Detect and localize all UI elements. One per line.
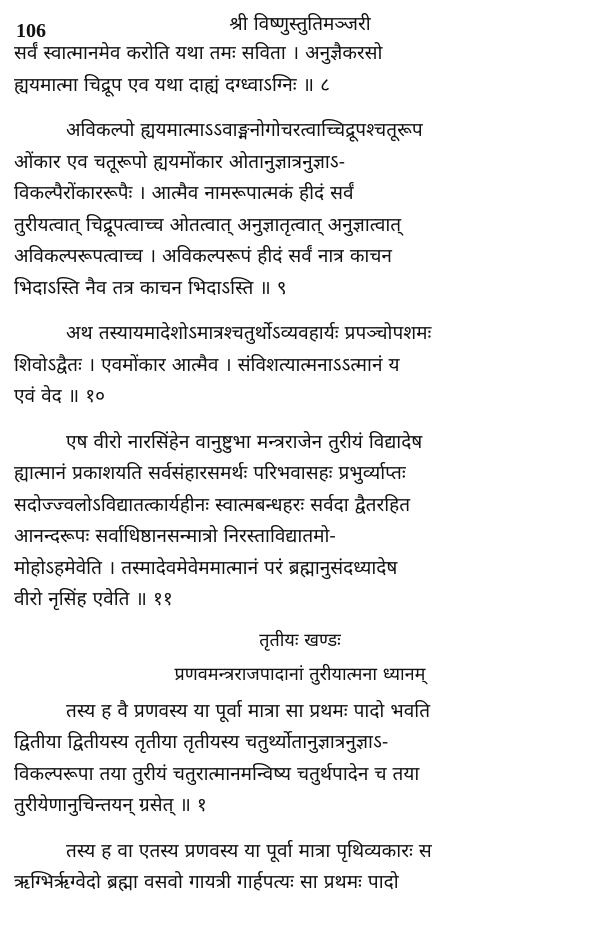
text-line: ह्ययमात्मा चिद्रूप एव यथा दाह्यं दग्ध्वाऽग्निः ॥ ८ xyxy=(14,73,330,96)
running-title: श्री विष्णुस्तुतिमञ्जरी xyxy=(229,13,371,35)
paragraph-9 xyxy=(14,115,586,304)
text-line: आनन्दरूपः सर्वाधिष्ठानसन्मात्रो निरस्ताविद्यातमो- xyxy=(14,525,336,547)
text-line: एष वीरो नारसिंहेन वानुष्टुभा मन्त्रराजेन तुरीयं विद्यादेष xyxy=(66,430,423,453)
text-line: एवं वेद ॥ १० xyxy=(14,385,105,407)
text-line: तुरीयेणानुचिन्तयन् ग्रसेत् ॥ १ xyxy=(14,794,207,816)
text-line: विकल्पैरोंकाररूपैः । आत्मैव नामरूपात्मकं हीदं सर्वं xyxy=(14,182,354,204)
text-line: सदोज्ज्वलोऽविद्यातत्कार्यहीनः स्वात्मबन्धहरः सर्वदा द्वैतरहित xyxy=(14,493,411,516)
text-line: मोहोऽहमेवेति । तस्मादेवमेवेममात्मानं परं ब्रह्मानुसंदध्यादेष xyxy=(14,556,398,579)
text-line: सर्वं स्वात्मानमेव करोति यथा तमः सविता । अनुज्ञैकरसो xyxy=(14,42,383,64)
text-line: शिवोऽद्वैतः । एवमोंकार आत्मैव । संविशत्यात्मनाऽऽत्मानं य xyxy=(14,353,400,376)
text-line: ओंकार एव चतूरूपो ह्ययमोंकार ओतानुज्ञात्रनुज्ञाऽ- xyxy=(14,150,346,173)
page-number: 106 xyxy=(16,20,46,42)
text-line: तस्य ह वै प्रणवस्य या पूर्वा मात्रा सा प्रथमः पादो भवति xyxy=(66,699,431,722)
text-line: भिदाऽस्ति नैव तत्र काचन भिदाऽस्ति ॥ ९ xyxy=(14,276,287,299)
text-line: ऋग्भिर्ऋग्वेदो ब्रह्मा वसवो गायत्री गार्हपत्यः सा प्रथमः पादो xyxy=(14,871,399,893)
text-line: अविकल्परूपत्वाच्च । अविकल्परूपं हीदं सर्वं नात्र काचन xyxy=(14,245,392,267)
page-header xyxy=(14,8,586,42)
text-line: ह्यात्मानं प्रकाशयति सर्वसंहारसमर्थः परिभवासहः प्रभुर्व्याप्तः xyxy=(14,462,406,484)
paragraph-1 xyxy=(14,696,586,822)
text-line: तस्य ह वा एतस्य प्रणवस्य या पूर्वा मात्रा पृथिव्यकारः स xyxy=(66,839,432,862)
paragraph-10 xyxy=(14,318,586,413)
section-title: तृतीयः खण्डः xyxy=(259,629,341,651)
text-line: तुरीयत्वात् चिद्रूपत्वाच्च ओतत्वात् अनुज्ञातृत्वात् अनुज्ञात्वात् xyxy=(14,213,402,236)
text-line: अविकल्पो ह्ययमात्माऽऽवाङ्मनोगोचरत्वाच्चिद्रूपश्चतूरूप xyxy=(66,119,423,141)
text-line: अथ तस्यायमादेशोऽमात्रश्चतुर्थोऽव्यवहार्यः प्रपञ्चोपशमः xyxy=(66,322,432,344)
text-line: विकल्परूपा तया तुरीयं चतुरात्मानमन्विष्य चतुर्थपादेन च तया xyxy=(14,762,420,785)
paragraph-8 xyxy=(14,38,586,101)
paragraph-2 xyxy=(14,836,586,899)
section-subtitle: प्रणवमन्त्रराजपादानां तुरीयात्मना ध्यानम् xyxy=(174,663,426,685)
paragraph-11 xyxy=(14,427,586,616)
text-line: द्वितीया द्वितीयस्य तृतीया तृतीयस्य चतुर्थ्योतानुज्ञात्रनुज्ञाऽ- xyxy=(14,731,389,753)
text-line: वीरो नृसिंह एवेति ॥ ११ xyxy=(14,588,173,610)
